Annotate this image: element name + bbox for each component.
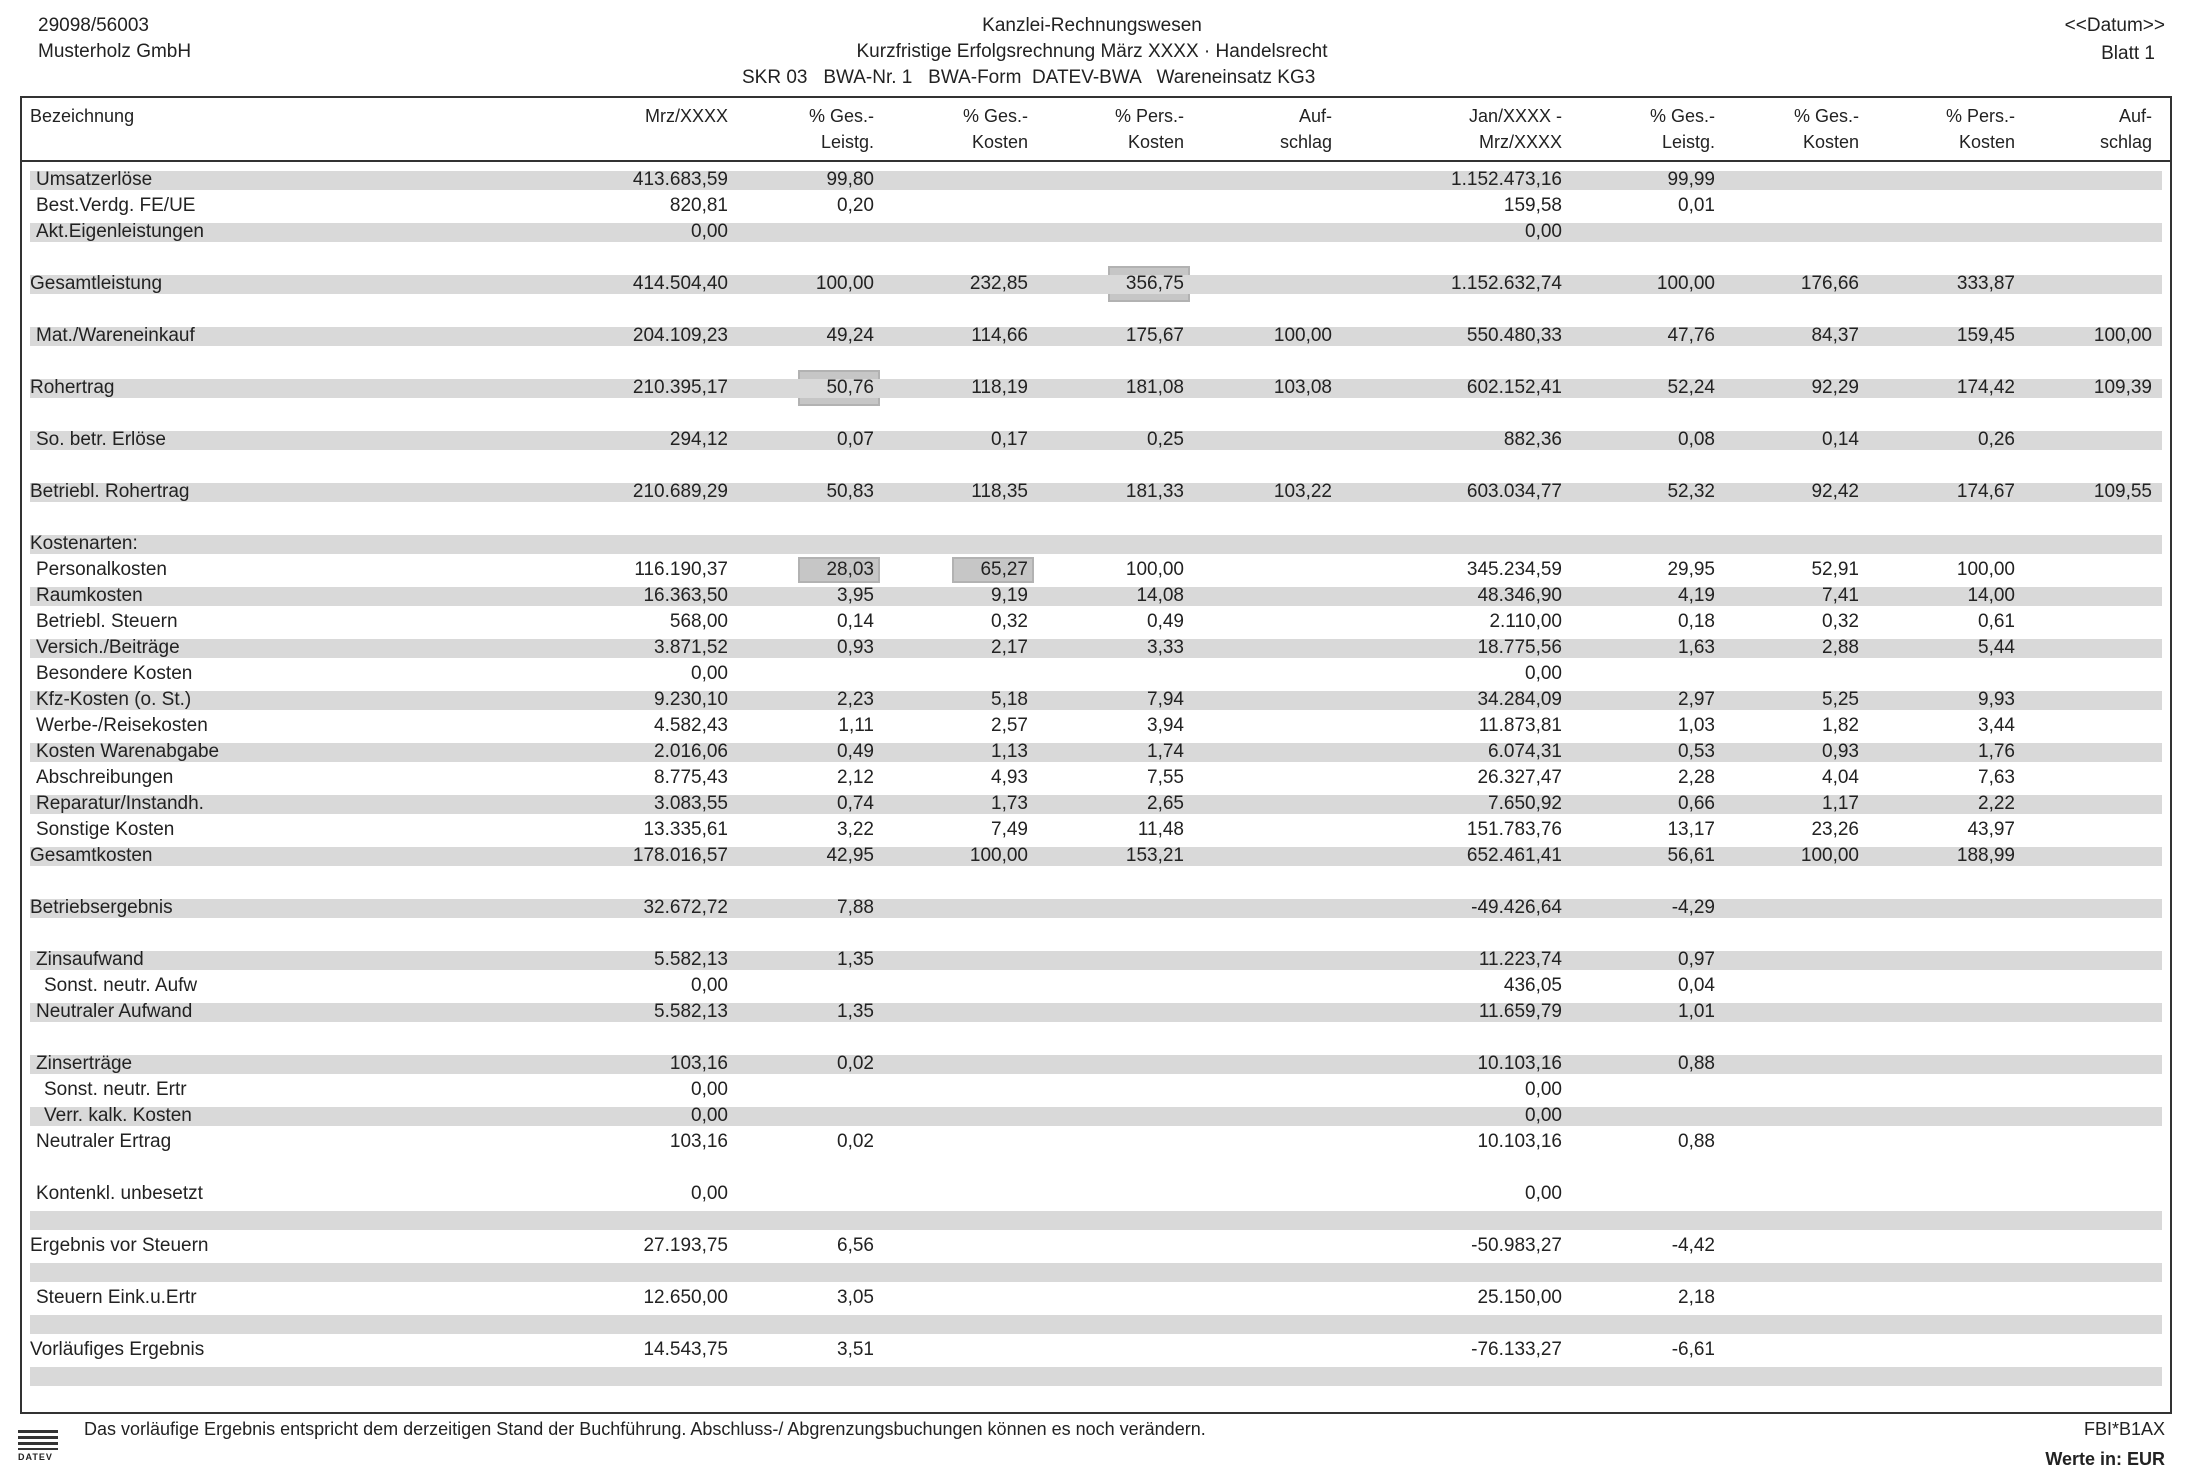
table-cell: 10.103,16 bbox=[1477, 1053, 1562, 1074]
table-cell: 118,19 bbox=[971, 377, 1028, 398]
table-cell: 2.016,06 bbox=[654, 741, 728, 762]
table-cell: 345.234,59 bbox=[1466, 559, 1562, 580]
table-cell: 7,88 bbox=[837, 897, 874, 918]
table-cell: 43,97 bbox=[1967, 819, 2015, 840]
table-cell: 210.395,17 bbox=[632, 377, 728, 398]
table-cell: 116.190,37 bbox=[634, 559, 728, 580]
sheet-number: Blatt 1 bbox=[2101, 43, 2155, 64]
table-cell: 652.461,41 bbox=[1466, 845, 1562, 866]
table-cell: 0,18 bbox=[1678, 611, 1715, 632]
row-band bbox=[30, 899, 2162, 918]
table-cell: 4.582,43 bbox=[654, 715, 728, 736]
row-label: Sonst. neutr. Ertr bbox=[44, 1079, 187, 1100]
table-cell: 1,03 bbox=[1678, 715, 1715, 736]
row-band bbox=[30, 951, 2162, 970]
table-cell: 100,00 bbox=[2093, 325, 2152, 346]
table-cell: 100,00 bbox=[1800, 845, 1859, 866]
table-cell: 0,66 bbox=[1678, 793, 1715, 814]
table-cell: 2,17 bbox=[991, 637, 1028, 658]
table-cell: 5.582,13 bbox=[654, 949, 728, 970]
table-cell: 109,39 bbox=[2093, 377, 2152, 398]
table-cell: 3,33 bbox=[1147, 637, 1184, 658]
table-cell: 42,95 bbox=[826, 845, 874, 866]
table-cell: 210.689,29 bbox=[632, 481, 728, 502]
col-ges-leistg-header: % Ges.- bbox=[808, 106, 874, 126]
report-title: Kurzfristige Erfolgsrechnung März XXXX · Handelsrecht bbox=[856, 41, 1328, 62]
row-band bbox=[30, 171, 2162, 190]
table-cell: 114,66 bbox=[971, 325, 1028, 346]
table-cell: 1.152.632,74 bbox=[1451, 273, 1562, 294]
table-cell: 0,00 bbox=[691, 1183, 728, 1204]
table-cell: 0,53 bbox=[1678, 741, 1715, 762]
col-mrz-header: Mrz/XXXX bbox=[644, 106, 728, 126]
table-cell: 100,00 bbox=[1125, 559, 1184, 580]
table-cell: 0,00 bbox=[691, 1105, 728, 1126]
table-cell: 9,93 bbox=[1978, 689, 2015, 710]
table-cell: 56,61 bbox=[1667, 845, 1715, 866]
table-cell: 9.230,10 bbox=[654, 689, 728, 710]
table-cell: 3,51 bbox=[837, 1339, 874, 1360]
table-cell: 0,00 bbox=[691, 663, 728, 684]
row-band bbox=[30, 1003, 2162, 1022]
row-label: Kosten Warenabgabe bbox=[36, 741, 220, 762]
row-band bbox=[30, 535, 2162, 554]
row-label: Sonstige Kosten bbox=[36, 819, 175, 840]
client-name: Musterholz GmbH bbox=[38, 41, 192, 62]
table-cell: 0,49 bbox=[837, 741, 874, 762]
table-cell: 47,76 bbox=[1667, 325, 1715, 346]
table-cell: 232,85 bbox=[969, 273, 1028, 294]
table-cell: 50,83 bbox=[826, 481, 874, 502]
row-label: Zinsaufwand bbox=[36, 949, 144, 970]
table-cell: 2,18 bbox=[1678, 1287, 1715, 1308]
table-cell: 84,37 bbox=[1811, 325, 1859, 346]
row-label: Ergebnis vor Steuern bbox=[30, 1235, 209, 1256]
table-cell: 153,21 bbox=[1125, 845, 1184, 866]
row-label: Akt.Eigenleistungen bbox=[36, 221, 204, 242]
col-jan-mrz-header-sub: Mrz/XXXX bbox=[1478, 132, 1562, 152]
table-cell: 2,12 bbox=[837, 767, 874, 788]
table-cell: 49,24 bbox=[826, 325, 874, 346]
table-cell: 0,32 bbox=[1822, 611, 1859, 632]
table-cell: 1.152.473,16 bbox=[1451, 169, 1562, 190]
col-ges-leistg-kum-header: % Ges.- bbox=[1649, 106, 1715, 126]
table-cell: 0,93 bbox=[1822, 741, 1859, 762]
col-aufschlag-header: Auf- bbox=[1298, 106, 1332, 126]
table-cell: 1,76 bbox=[1978, 741, 2015, 762]
table-cell: 174,67 bbox=[1956, 481, 2015, 502]
table-cell: 0,04 bbox=[1678, 975, 1715, 996]
table-cell: 181,08 bbox=[1125, 377, 1184, 398]
table-cell: 550.480,33 bbox=[1466, 325, 1562, 346]
table-cell: 174,42 bbox=[1956, 377, 2015, 398]
row-label: Neutraler Ertrag bbox=[36, 1131, 172, 1152]
table-cell: 52,91 bbox=[1811, 559, 1859, 580]
table-cell: 0,00 bbox=[1525, 663, 1562, 684]
table-cell: 99,99 bbox=[1667, 169, 1715, 190]
table-cell: 0,93 bbox=[837, 637, 874, 658]
col-aufschlag-kum-header-sub: schlag bbox=[2099, 132, 2152, 152]
table-cell: -49.426,64 bbox=[1471, 897, 1562, 918]
table-cell: 0,00 bbox=[691, 1079, 728, 1100]
table-cell: 100,00 bbox=[1956, 559, 2015, 580]
row-label: Mat./Wareneinkauf bbox=[36, 325, 195, 346]
table-cell: 6.074,31 bbox=[1488, 741, 1562, 762]
col-pers-kosten-kum-header: % Pers.- bbox=[1945, 106, 2015, 126]
table-cell: -6,61 bbox=[1671, 1339, 1715, 1360]
table-cell: 4,04 bbox=[1822, 767, 1859, 788]
table-cell: 14,00 bbox=[1967, 585, 2015, 606]
row-label: So. betr. Erlöse bbox=[36, 429, 166, 450]
currency-unit: Werte in: EUR bbox=[2045, 1449, 2165, 1469]
table-cell: 294,12 bbox=[669, 429, 728, 450]
table-cell: 0,26 bbox=[1978, 429, 2015, 450]
table-cell: 0,25 bbox=[1147, 429, 1184, 450]
row-label: Abschreibungen bbox=[36, 767, 174, 788]
table-cell: 23,26 bbox=[1811, 819, 1859, 840]
table-cell: 178.016,57 bbox=[632, 845, 728, 866]
table-cell: 8.775,43 bbox=[654, 767, 728, 788]
table-cell: 32.672,72 bbox=[643, 897, 728, 918]
table-cell: 414.504,40 bbox=[632, 273, 728, 294]
table-cell: 3,94 bbox=[1147, 715, 1184, 736]
table-cell: 0,20 bbox=[837, 195, 874, 216]
table-cell: 882,36 bbox=[1503, 429, 1562, 450]
table-cell: 103,22 bbox=[1273, 481, 1332, 502]
table-cell: 0,00 bbox=[1525, 1105, 1562, 1126]
table-cell: 3,95 bbox=[837, 585, 874, 606]
table-cell: 2,28 bbox=[1678, 767, 1715, 788]
table-cell: 159,45 bbox=[1956, 325, 2015, 346]
col-bezeichnung-header: Bezeichnung bbox=[30, 106, 135, 126]
col-ges-kosten-header-sub: Kosten bbox=[971, 132, 1028, 152]
table-cell: 16.363,50 bbox=[643, 585, 728, 606]
table-cell: 0,00 bbox=[1525, 221, 1562, 242]
row-label: Sonst. neutr. Aufw bbox=[44, 975, 198, 996]
row-label: Vorläufiges Ergebnis bbox=[30, 1339, 205, 1360]
table-cell: 602.152,41 bbox=[1466, 377, 1562, 398]
table-cell: 188,99 bbox=[1956, 845, 2015, 866]
table-cell: 52,32 bbox=[1667, 481, 1715, 502]
report-parameters: SKR 03 BWA-Nr. 1 BWA-Form DATEV-BWA Wareneinsatz KG3 bbox=[742, 67, 1316, 88]
table-cell: 159,58 bbox=[1503, 195, 1562, 216]
table-cell: 92,29 bbox=[1811, 377, 1859, 398]
table-cell: 0,61 bbox=[1978, 611, 2015, 632]
table-cell: 0,74 bbox=[837, 793, 874, 814]
table-cell: 1,63 bbox=[1678, 637, 1715, 658]
table-cell: 3.871,52 bbox=[654, 637, 728, 658]
table-cell: 109,55 bbox=[2093, 481, 2152, 502]
table-cell: 14,08 bbox=[1136, 585, 1184, 606]
table-cell: 13.335,61 bbox=[643, 819, 728, 840]
footer-note: Das vorläufige Ergebnis entspricht dem derzeitigen Stand der Buchführung. Abschluss-/ Abgrenzungsbuchungen können es noch verändern. bbox=[84, 1419, 1206, 1439]
table-cell: 7,41 bbox=[1822, 585, 1859, 606]
table-cell: 0,07 bbox=[837, 429, 874, 450]
col-ges-kosten-header: % Ges.- bbox=[962, 106, 1028, 126]
report-code: FBI*B1AX bbox=[2083, 1419, 2165, 1439]
table-cell: 820,81 bbox=[669, 195, 728, 216]
table-cell: 28,03 bbox=[826, 559, 874, 580]
table-cell: 0,14 bbox=[837, 611, 874, 632]
table-cell: 2.110,00 bbox=[1489, 611, 1562, 632]
table-cell: 181,33 bbox=[1125, 481, 1184, 502]
bwa-table bbox=[20, 96, 2172, 1414]
table-cell: 7,94 bbox=[1147, 689, 1184, 710]
table-cell: 2,57 bbox=[991, 715, 1028, 736]
table-cell: 3,05 bbox=[837, 1287, 874, 1308]
table-cell: 5,44 bbox=[1978, 637, 2015, 658]
table-cell: 100,00 bbox=[1273, 325, 1332, 346]
table-cell: 11,48 bbox=[1137, 819, 1184, 840]
table-cell: -50.983,27 bbox=[1471, 1235, 1562, 1256]
table-cell: 3,44 bbox=[1978, 715, 2015, 736]
table-cell: 1,35 bbox=[837, 1001, 874, 1022]
table-cell: 1,73 bbox=[991, 793, 1028, 814]
table-cell: 2,22 bbox=[1978, 793, 2015, 814]
row-label: Kfz-Kosten (o. St.) bbox=[36, 689, 192, 710]
table-cell: 2,65 bbox=[1147, 793, 1184, 814]
row-band bbox=[30, 1367, 2162, 1386]
table-cell: 10.103,16 bbox=[1477, 1131, 1562, 1152]
row-label: Gesamtleistung bbox=[30, 273, 163, 294]
table-cell: 13,17 bbox=[1667, 819, 1715, 840]
client-number: 29098/56003 bbox=[38, 15, 149, 36]
table-cell: 7,63 bbox=[1978, 767, 2015, 788]
table-cell: 1,74 bbox=[1147, 741, 1184, 762]
col-ges-kosten-kum-header-sub: Kosten bbox=[1802, 132, 1859, 152]
table-cell: 413.683,59 bbox=[632, 169, 728, 190]
table-cell: 0,14 bbox=[1822, 429, 1859, 450]
table-cell: 0,49 bbox=[1147, 611, 1184, 632]
table-cell: 2,88 bbox=[1822, 637, 1859, 658]
row-label: Personalkosten bbox=[36, 559, 167, 580]
table-cell: 48.346,90 bbox=[1477, 585, 1562, 606]
table-cell: 14.543,75 bbox=[643, 1339, 728, 1360]
row-label: Neutraler Aufwand bbox=[36, 1001, 193, 1022]
table-cell: 1,01 bbox=[1678, 1001, 1715, 1022]
table-cell: 333,87 bbox=[1956, 273, 2015, 294]
table-cell: -4,42 bbox=[1671, 1235, 1715, 1256]
table-cell: 5,25 bbox=[1822, 689, 1859, 710]
table-cell: 12.650,00 bbox=[643, 1287, 728, 1308]
table-cell: 7,55 bbox=[1147, 767, 1184, 788]
row-band bbox=[30, 1055, 2162, 1074]
col-ges-leistg-kum-header-sub: Leistg. bbox=[1661, 132, 1715, 152]
table-cell: 204.109,23 bbox=[632, 325, 728, 346]
table-cell: 29,95 bbox=[1667, 559, 1715, 580]
table-cell: 25.150,00 bbox=[1477, 1287, 1562, 1308]
table-cell: 3.083,55 bbox=[654, 793, 728, 814]
row-label: Best.Verdg. FE/UE bbox=[36, 195, 196, 216]
table-cell: 99,80 bbox=[826, 169, 874, 190]
table-cell: 9,19 bbox=[991, 585, 1028, 606]
row-label: Gesamtkosten bbox=[30, 845, 153, 866]
table-cell: -4,29 bbox=[1671, 897, 1715, 918]
row-label: Raumkosten bbox=[36, 585, 143, 606]
table-cell: 175,67 bbox=[1125, 325, 1184, 346]
table-cell: 11.223,74 bbox=[1478, 949, 1562, 970]
col-ges-leistg-header-sub: Leistg. bbox=[820, 132, 874, 152]
table-cell: 1,17 bbox=[1822, 793, 1859, 814]
report-office: Kanzlei-Rechnungswesen bbox=[982, 15, 1202, 36]
row-label: Umsatzerlöse bbox=[36, 169, 153, 190]
table-cell: 100,00 bbox=[815, 273, 874, 294]
table-cell: 603.034,77 bbox=[1466, 481, 1562, 502]
table-cell: 151.783,76 bbox=[1466, 819, 1562, 840]
row-band bbox=[30, 1107, 2162, 1126]
row-label: Betriebl. Steuern bbox=[36, 611, 178, 632]
table-cell: 7,49 bbox=[991, 819, 1028, 840]
table-cell: 34.284,09 bbox=[1477, 689, 1562, 710]
table-cell: 27.193,75 bbox=[643, 1235, 728, 1256]
table-cell: 568,00 bbox=[669, 611, 728, 632]
table-cell: 0,00 bbox=[1525, 1079, 1562, 1100]
row-label: Verr. kalk. Kosten bbox=[44, 1105, 192, 1126]
table-cell: 5,18 bbox=[991, 689, 1028, 710]
table-cell: 356,75 bbox=[1125, 273, 1184, 294]
table-cell: 52,24 bbox=[1667, 377, 1715, 398]
table-cell: 0,88 bbox=[1678, 1131, 1715, 1152]
table-cell: 0,01 bbox=[1678, 195, 1715, 216]
row-label: Steuern Eink.u.Ertr bbox=[36, 1287, 197, 1308]
table-cell: 118,35 bbox=[971, 481, 1028, 502]
table-cell: 7.650,92 bbox=[1488, 793, 1562, 814]
table-cell: 0,17 bbox=[991, 429, 1028, 450]
row-band bbox=[30, 223, 2162, 242]
row-label: Betriebsergebnis bbox=[30, 897, 173, 918]
table-cell: 0,08 bbox=[1678, 429, 1715, 450]
table-cell: 2,97 bbox=[1678, 689, 1715, 710]
table-cell: 11.659,79 bbox=[1478, 1001, 1562, 1022]
table-cell: -76.133,27 bbox=[1471, 1339, 1562, 1360]
report-date: <<Datum>> bbox=[2064, 15, 2165, 36]
table-cell: 103,16 bbox=[669, 1053, 728, 1074]
row-band bbox=[30, 1315, 2162, 1334]
table-cell: 0,88 bbox=[1678, 1053, 1715, 1074]
table-cell: 0,97 bbox=[1678, 949, 1715, 970]
table-cell: 6,56 bbox=[837, 1235, 874, 1256]
col-ges-kosten-kum-header: % Ges.- bbox=[1793, 106, 1859, 126]
col-pers-kosten-kum-header-sub: Kosten bbox=[1958, 132, 2015, 152]
col-aufschlag-header-sub: schlag bbox=[1279, 132, 1332, 152]
table-cell: 176,66 bbox=[1800, 273, 1859, 294]
row-label: Besondere Kosten bbox=[36, 663, 193, 684]
table-cell: 0,00 bbox=[691, 221, 728, 242]
col-jan-mrz-header: Jan/XXXX - bbox=[1468, 106, 1562, 126]
table-cell: 100,00 bbox=[969, 845, 1028, 866]
table-cell: 100,00 bbox=[1656, 273, 1715, 294]
table-cell: 103,16 bbox=[669, 1131, 728, 1152]
row-label: Betriebl. Rohertrag bbox=[30, 481, 190, 502]
table-cell: 4,19 bbox=[1678, 585, 1715, 606]
table-cell: 11.873,81 bbox=[1478, 715, 1562, 736]
col-pers-kosten-header-sub: Kosten bbox=[1127, 132, 1184, 152]
table-cell: 5.582,13 bbox=[654, 1001, 728, 1022]
row-band bbox=[30, 1211, 2162, 1230]
table-cell: 0,00 bbox=[1525, 1183, 1562, 1204]
row-label: Kostenarten: bbox=[30, 533, 138, 554]
table-cell: 0,02 bbox=[837, 1131, 874, 1152]
table-cell: 26.327,47 bbox=[1477, 767, 1562, 788]
col-pers-kosten-header: % Pers.- bbox=[1114, 106, 1184, 126]
table-cell: 1,11 bbox=[838, 715, 874, 736]
row-label: Rohertrag bbox=[30, 377, 115, 398]
table-cell: 2,23 bbox=[837, 689, 874, 710]
col-aufschlag-kum-header: Auf- bbox=[2118, 106, 2152, 126]
table-cell: 1,82 bbox=[1822, 715, 1859, 736]
table-cell: 1,35 bbox=[837, 949, 874, 970]
table-cell: 18.775,56 bbox=[1477, 637, 1562, 658]
row-label: Versich./Beiträge bbox=[36, 637, 180, 658]
table-cell: 4,93 bbox=[991, 767, 1028, 788]
datev-logo-icon: DATEV bbox=[18, 1430, 58, 1464]
row-label: Kontenkl. unbesetzt bbox=[36, 1183, 203, 1204]
row-label: Zinserträge bbox=[36, 1053, 133, 1074]
table-cell: 1,13 bbox=[991, 741, 1028, 762]
table-body bbox=[22, 160, 2170, 1412]
column-header-row bbox=[22, 98, 2170, 162]
table-cell: 0,32 bbox=[991, 611, 1028, 632]
table-cell: 0,00 bbox=[691, 975, 728, 996]
row-label: Reparatur/Instandh. bbox=[36, 793, 204, 814]
row-band bbox=[30, 1263, 2162, 1282]
table-cell: 103,08 bbox=[1273, 377, 1332, 398]
table-cell: 3,22 bbox=[837, 819, 874, 840]
table-cell: 436,05 bbox=[1503, 975, 1562, 996]
table-cell: 65,27 bbox=[980, 559, 1028, 580]
table-cell: 92,42 bbox=[1811, 481, 1859, 502]
row-label: Werbe-/Reisekosten bbox=[36, 715, 208, 736]
table-cell: 0,02 bbox=[837, 1053, 874, 1074]
table-cell: 50,76 bbox=[826, 377, 874, 398]
